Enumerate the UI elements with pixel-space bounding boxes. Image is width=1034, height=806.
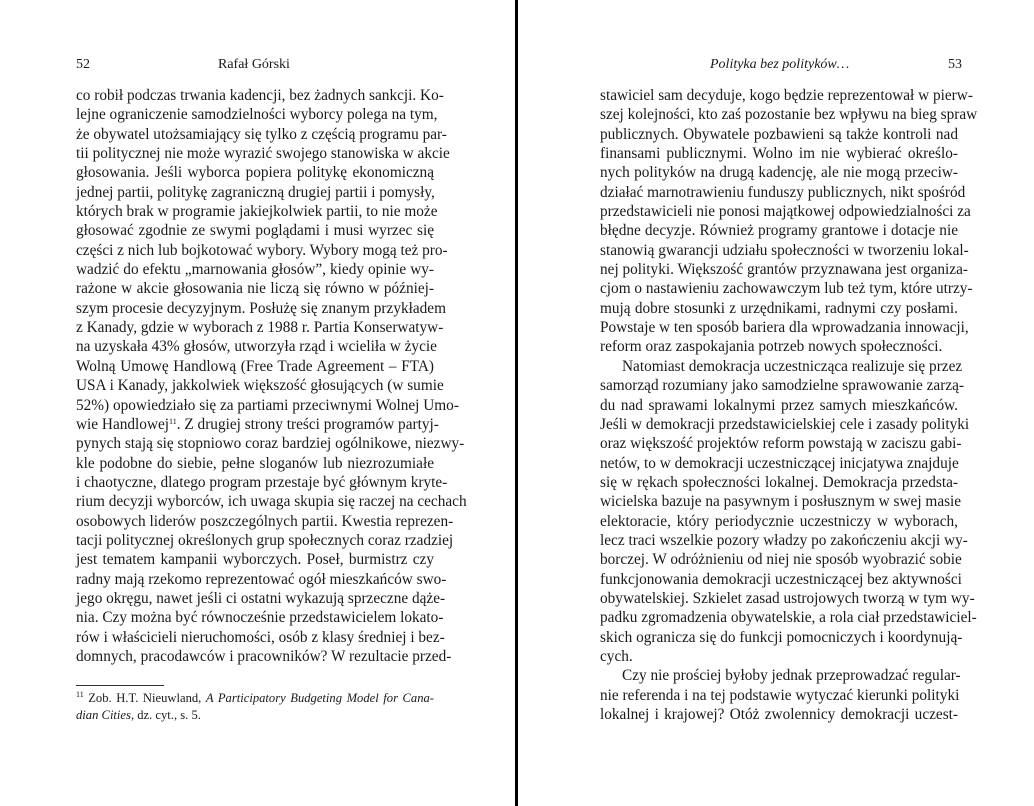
- text-line: 52%) opowiedziało się za partiami przeciwnymi Wolnej Umo-: [76, 396, 459, 414]
- running-head: Rafał Górski: [218, 57, 290, 72]
- text-line: działać marnotrawieniu funduszy publicznych, nikt spośród: [600, 183, 966, 201]
- text-line: skich ogranicza się do funkcji pomocniczych i koordynują-: [600, 628, 963, 646]
- page-number: 53: [948, 57, 962, 72]
- text-line: lecz traci wszelkie pozory władzy po zakończeniu akcji wy-: [600, 531, 968, 549]
- body-text: [600, 86, 978, 724]
- text-line: nych polityków na drugą kadencję, ale nie mogą przeciw-: [600, 164, 958, 182]
- text-line: nie referenda i na tej podstawie wytyczać kierunki polityki: [600, 686, 960, 704]
- text-line: cjom o nastawieniu zachowawczym lub też tym, które utrzy-: [600, 280, 973, 298]
- left-page: [0, 0, 515, 806]
- text-line: Jeśli w demokracji przedstawicielskiej cele i zasady polityki: [600, 415, 970, 433]
- text-line: kle podobne do siebie, pełne sloganów lub niezrozumiałe: [76, 454, 434, 472]
- text-line: szej kolejności, kto zaś pozostanie bez wpływu na bieg spraw: [600, 106, 978, 124]
- text-line: domnych, pracodawców i pracowników? W rezultacie przed-: [76, 647, 452, 665]
- text-line: wadzić do efektu „marnowania głosów”, kiedy opinie wy-: [76, 261, 434, 279]
- page-number: 52: [76, 57, 90, 72]
- text-line: obywatelskiej. Szkielet zasad ustrojowych tworzą w tym wy-: [600, 589, 975, 607]
- text-line: jednej partii, politykę zagraniczną drugiej partii i pomysły,: [76, 183, 435, 201]
- text-line: Powstaje w ten sposób bariera dla wprowadzania innowacji,: [600, 319, 969, 337]
- body-text: [76, 86, 467, 666]
- text-line: Czy nie prościej byłoby jednak przeprowadzać regular-: [622, 667, 961, 685]
- text-line: szym procesie decyzyjnym. Posłużę się znanym przykładem: [76, 299, 446, 317]
- text-line: co robił podczas trwania kadencji, bez żadnych sankcji. Ko-: [76, 87, 444, 104]
- text-line: lokalnej i krajowej? Otóż zwolennicy demokracji uczest-: [600, 706, 958, 723]
- text-line: tii politycznej nie może wyrazić swojego stanowiska w akcie: [76, 145, 450, 163]
- text-line: elektoracie, który periodycznie uczestniczy w wyborach,: [600, 512, 958, 530]
- text-line: rażone w akcie głosowania nie liczą się równo w później-: [76, 280, 434, 298]
- text-line: części z nich lub bojkotować wybory. Wybory mogą też pro-: [76, 241, 448, 259]
- footnote-line: dian Cities, dz. cyt., s. 5.: [76, 708, 201, 722]
- text-line: lejne ograniczenie samodzielności wyborcy polega na tym,: [76, 106, 438, 124]
- text-line: reform oraz zaspokajania potrzeb nowych społeczności.: [600, 338, 943, 356]
- text-line: stawiciel sam decyduje, kogo będzie reprezentował w pierw-: [600, 87, 973, 104]
- text-line: finansami publicznymi. Wolno im nie wybierać określo-: [600, 145, 958, 163]
- running-head: Polityka bez polityków…: [710, 57, 850, 72]
- text-line: na uzyskała 43% głosów, utworzyła rząd i wcieliła w życie: [76, 338, 437, 356]
- footnote: [76, 690, 434, 724]
- right-page: [518, 0, 1034, 806]
- text-line: osobowych liderów poszczególnych partii. Kwestia reprezen-: [76, 512, 454, 530]
- text-line: cych.: [600, 647, 633, 665]
- text-line: du nad sprawami lokalnymi przez samych mieszkańców.: [600, 396, 958, 414]
- text-line: głosowania. Jeśli wyborca popiera politykę ekonomiczną: [76, 164, 434, 182]
- text-line: radny mają rzekomo reprezentować ogół mieszkańców swo-: [76, 570, 447, 588]
- text-line: pynych stają się stopniowo coraz bardziej ogólnikowe, niezwy-: [76, 435, 465, 453]
- text-line: borczej. W odróżnieniu od niej nie sposób wyobrazić sobie: [600, 551, 962, 569]
- text-line: jego okręgu, nawet jeśli ci ostatni wykazują sprzeczne dąże-: [76, 589, 446, 607]
- text-line: tacji politycznej określonych grup społecznych coraz rzadziej: [76, 531, 454, 549]
- text-line: wie Handlowej$^{11}$. Z drugiej strony treści programów partyj-: [76, 415, 439, 433]
- text-line: nia. Czy można być równocześnie przedstawicielem lokato-: [76, 609, 444, 627]
- text-line: netów, to w demokracji uczestniczącej inicjatywa znajduje: [600, 454, 959, 472]
- text-line: mują dobre stosunki z urzędnikami, radnymi czy posłami.: [600, 299, 958, 317]
- text-line: oraz większość projektów reform powstają w zaciszu gabi-: [600, 435, 962, 453]
- text-line: nej polityki. Większość grantów przyznawana jest organiza-: [600, 261, 968, 279]
- footnote-rule: [76, 685, 164, 686]
- text-line: błędne decyzje. Również programy grantowe i dotacje nie: [600, 222, 958, 240]
- text-line: się w rękach społeczności lokalnej. Demokracja przedsta-: [600, 473, 958, 491]
- text-line: z Kanady, gdzie w wyborach z 1988 r. Partia Konserwatyw-: [76, 319, 444, 337]
- text-line: USA i Kanady, jakkolwiek większość głosujących (w sumie: [76, 377, 444, 395]
- text-line: publicznych. Obywatele pozbawieni są także kontroli nad: [600, 125, 958, 143]
- text-line: rów i właścicieli nieruchomości, osób z klasy średniej i bez-: [76, 628, 445, 646]
- text-line: których brak w programie jakiejkolwiek partii, to nie może: [76, 203, 438, 221]
- text-line: rium decyzji wyborców, ich uwaga skupia się raczej na cechach: [76, 493, 467, 511]
- text-line: samorząd rozumiany jako samodzielne sprawowanie zarzą-: [600, 377, 964, 395]
- text-line: wicielska bazuje na pasywnym i posłusznym w swej masie: [600, 493, 962, 511]
- text-line: że obywatel utożsamiający się tylko z częścią programu par-: [76, 125, 447, 143]
- text-line: i chaotyczne, dlatego program przestaje być głównym kryte-: [76, 473, 448, 491]
- text-line: stanowią gwarancji udziału społeczności w tworzeniu lokal-: [600, 241, 969, 259]
- text-line: przedstawicieli nie ponosi majątkowej odpowiedzialności za: [600, 203, 971, 221]
- text-line: funkcjonowania demokracji uczestniczącej bez aktywności: [600, 570, 962, 588]
- text-line: Wolną Umowę Handlową (Free Trade Agreement – FTA): [76, 357, 434, 375]
- footnote-line: $^{11}$ Zob. H.T. Nieuwland, A Participatory Budgeting Model for Cana-: [76, 690, 434, 705]
- text-line: Natomiast demokracja uczestnicząca realizuje się przez: [622, 357, 963, 375]
- text-line: jest tematem kampanii wyborczych. Poseł, burmistrz czy: [76, 551, 434, 569]
- text-line: padku zgromadzenia obywatelskie, a rola ciał przedstawiciel-: [600, 609, 977, 627]
- text-line: głosować zgodnie ze swymi poglądami i musi wyrzec się: [76, 222, 434, 240]
